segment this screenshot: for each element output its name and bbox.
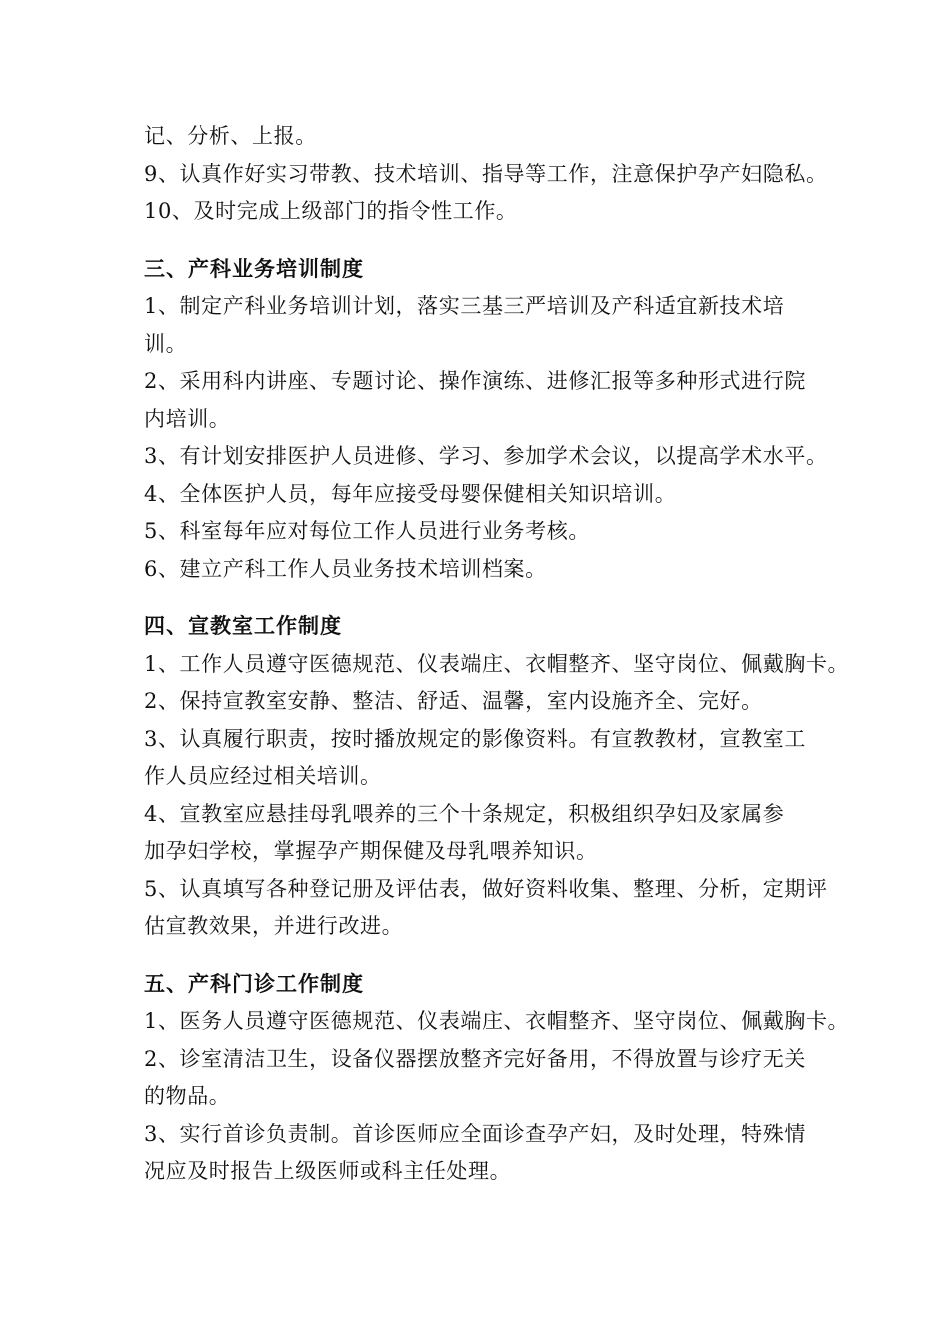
text-line: 9、认真作好实习带教、技术培训、指导等工作，注意保护孕产妇隐私。	[144, 161, 828, 186]
text-line: 1、工作人员遵守医德规范、仪表端庄、衣帽整齐、坚守岗位、佩戴胸卡。	[144, 651, 850, 676]
text-line: 1、医务人员遵守医德规范、仪表端庄、衣帽整齐、坚守岗位、佩戴胸卡。	[144, 1009, 850, 1033]
text-line: 作人员应经过相关培训。	[144, 764, 382, 788]
text-line: 的物品。	[144, 1084, 231, 1108]
text-line: 1、制定产科业务培训计划，落实三基三严培训及产科适宜新技术培	[144, 294, 785, 318]
section-outpatient	[144, 966, 850, 1191]
text-line: 2、诊室清洁卫生，设备仪器摆放整齐完好备用，不得放置与诊疗无关	[144, 1046, 806, 1071]
text-line: 5、认真填写各种登记册及评估表，做好资料收集、整理、分析，定期评	[144, 876, 828, 901]
text-line: 2、保持宣教室安静、整洁、舒适、温馨，室内设施齐全、完好。	[144, 689, 763, 713]
text-line: 4、全体医护人员，每年应接受母婴保健相关知识培训。	[144, 481, 677, 506]
text-line: 3、认真履行职责，按时播放规定的影像资料。有宣教教材，宣教室工	[144, 726, 806, 751]
text-line: 2、采用科内讲座、专题讨论、操作演练、进修汇报等多种形式进行院	[144, 369, 806, 393]
text-line: 况应及时报告上级医师或科主任处理。	[144, 1159, 512, 1183]
text-line: 加孕妇学校，掌握孕产期保健及母乳喂养知识。	[144, 839, 598, 863]
text-line: 4、宣教室应悬挂母乳喂养的三个十条规定，积极组织孕妇及家属参	[144, 801, 785, 826]
section-title: 四、宣教室工作制度	[144, 614, 342, 638]
text-line: 3、实行首诊负责制。首诊医师应全面诊查孕产妇，及时处理，特殊情	[144, 1121, 806, 1146]
section-education-room	[144, 608, 850, 946]
section-title: 三、产科业务培训制度	[144, 256, 364, 281]
text-line: 估宣教效果，并进行改进。	[144, 914, 404, 938]
text-line: 记、分析、上报。	[144, 124, 317, 148]
section-training	[144, 251, 834, 589]
document-body	[144, 118, 850, 1191]
section-title: 五、产科门诊工作制度	[144, 971, 364, 996]
text-line: 内培训。	[144, 406, 231, 431]
text-line: 3、有计划安排医护人员进修、学习、参加学术会议，以提高学术水平。	[144, 444, 828, 468]
text-line: 5、科室每年应对每位工作人员进行业务考核。	[144, 519, 590, 543]
intro-block	[144, 118, 834, 231]
text-line: 10、及时完成上级部门的指令性工作。	[144, 199, 518, 223]
text-line: 6、建立产科工作人员业务技术培训档案。	[144, 556, 547, 581]
text-line: 训。	[144, 331, 188, 356]
